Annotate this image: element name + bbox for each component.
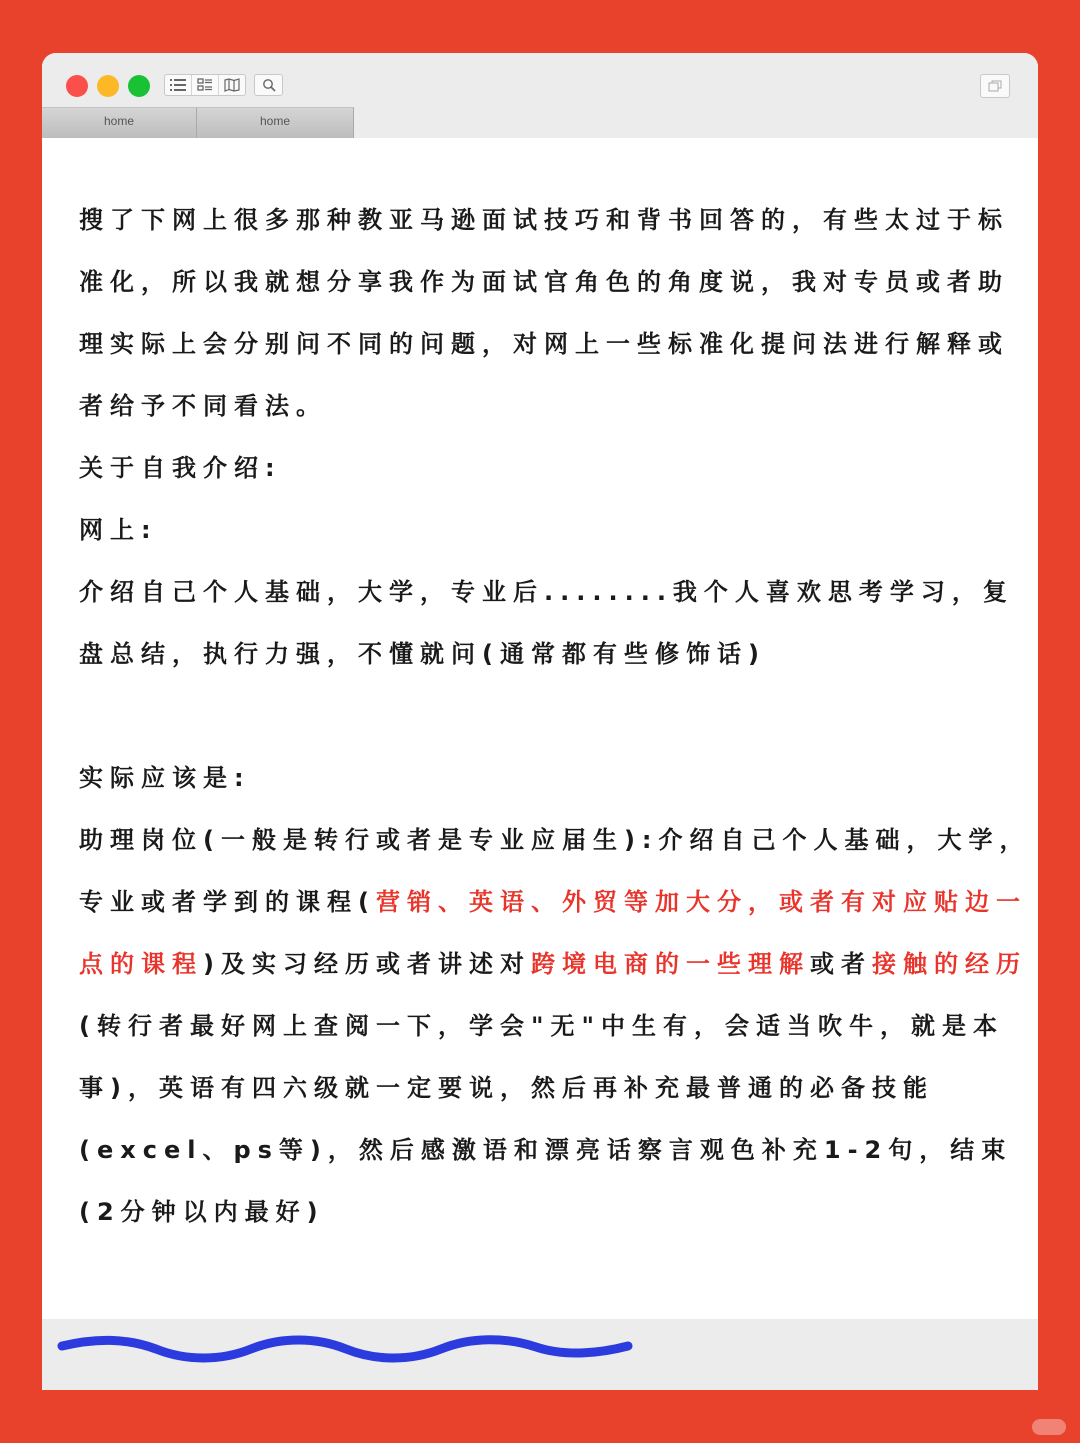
highlight-experience: 接触的经历 <box>871 950 1027 978</box>
browser-window <box>42 53 1038 1390</box>
tab-home-1[interactable]: home <box>42 107 197 138</box>
actual-text-4: (转行者最好网上查阅一下，学会"无"中生有，会适当吹牛，就是本事)，英语有四六级就一定要说，然后再补充最普通的必备技能(excel、ps等)，然后感激语和漂亮话察言观色补充1-2句，结束 <box>79 1012 1013 1164</box>
minimize-window-button[interactable] <box>97 75 119 97</box>
footer-bar <box>42 1319 1038 1390</box>
tab-home-2[interactable]: home <box>197 107 354 138</box>
time-note: (2分钟以内最好) <box>79 1198 325 1226</box>
close-window-button[interactable] <box>66 75 88 97</box>
highlight-understanding: 跨境电商的一些理解 <box>530 950 810 978</box>
list-view-icon[interactable] <box>165 75 192 95</box>
spacer <box>79 685 1034 747</box>
actual-heading: 实际应该是: <box>79 764 251 792</box>
online-paragraph: 介绍自己个人基础，大学，专业后........我个人喜欢思考学习，复盘总结，执行力强，不懂就问(通常都有些修饰话) <box>79 578 1014 668</box>
map-icon[interactable] <box>219 75 245 95</box>
self-intro-heading: 关于自我介绍: <box>79 454 282 482</box>
online-heading: 网上: <box>79 516 158 544</box>
title-bar <box>42 53 1038 138</box>
view-mode-toolbar <box>164 74 246 96</box>
column-view-icon[interactable] <box>192 75 219 95</box>
restore-icon <box>988 80 1002 92</box>
watermark-badge <box>1032 1419 1066 1435</box>
actual-text-1: 助理岗位(一般是转行或者是专业应届生):介绍自己个人基础，大学，专业或者学到的课程( <box>79 826 1031 916</box>
wave-decoration <box>56 1333 636 1373</box>
article-body <box>79 189 1034 1243</box>
maximize-window-button[interactable] <box>128 75 150 97</box>
highlight-courses: 营销、英语、外贸等加大分，或者有对应贴边一点的课程 <box>79 888 1027 978</box>
actual-paragraph <box>79 809 1034 1181</box>
actual-text-3: 或者 <box>809 950 872 978</box>
search-icon <box>262 78 276 92</box>
intro-paragraph: 搜了下网上很多那种教亚马逊面试技巧和背书回答的，有些太过于标准化，所以我就想分享我作为面试官角色的角度说，我对专员或者助理实际上会分别问不同的问题，对网上一些标准化提问法进行解释或者给予不同看法。 <box>79 206 1009 420</box>
restore-window-button[interactable] <box>980 74 1010 98</box>
actual-text-2: )及实习经历或者讲述对 <box>203 950 531 978</box>
search-button[interactable] <box>254 74 283 96</box>
tab-strip <box>42 107 354 138</box>
